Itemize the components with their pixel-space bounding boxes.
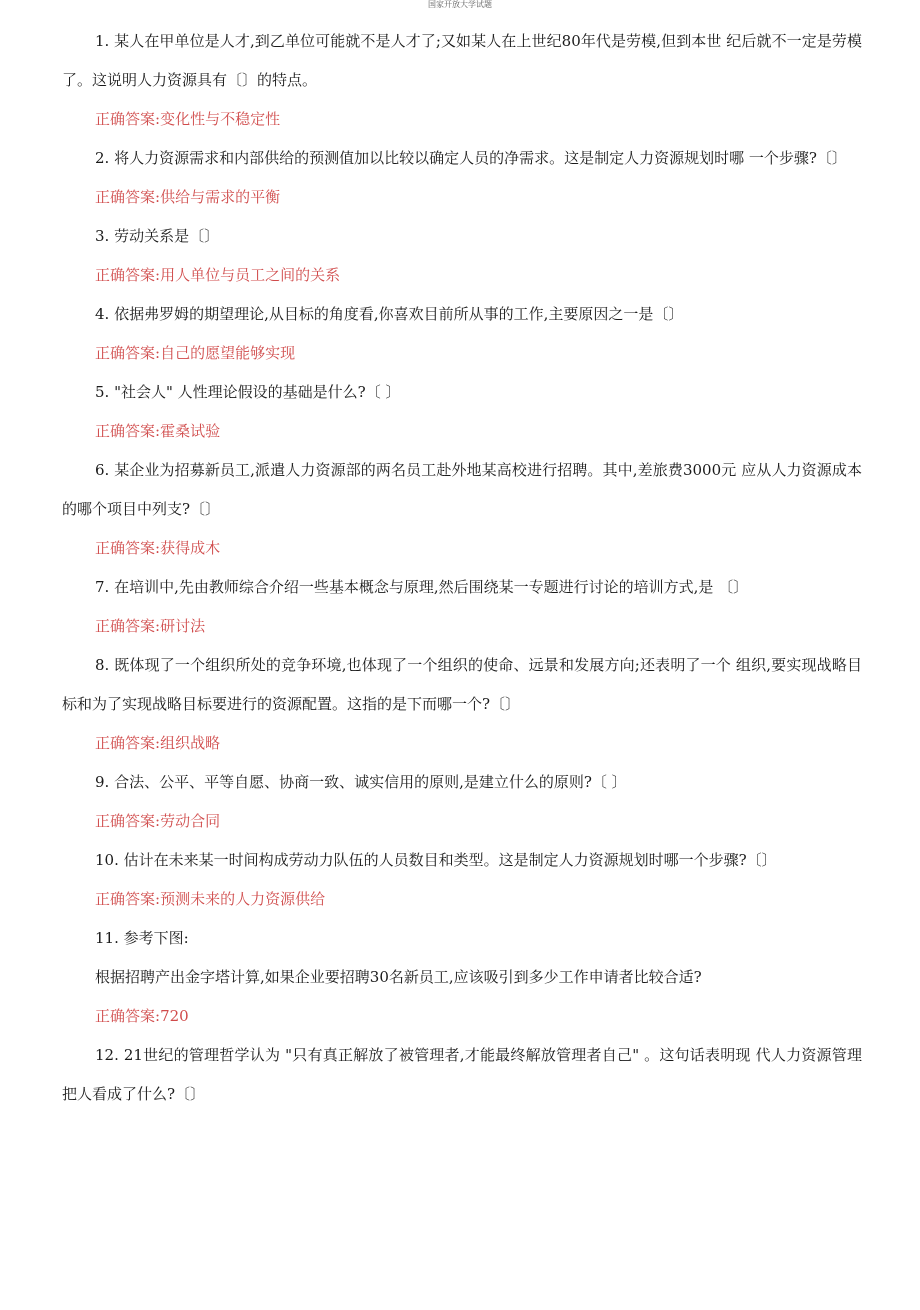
answer-4 [62,334,862,373]
answer-9 [62,802,862,841]
question-11-detail: 根据招聘产出金字塔计算,如果企业要招聘30名新员工,应该吸引到多少工作申请者比较合适? [95,968,702,986]
question-7: 7. 在培训中,先由教师综合介绍一些基本概念与原理,然后围绕某一专题进行讨论的培训方式,是 〔〕 [95,578,749,596]
answer-6 [62,529,862,568]
question-1: 1. 某人在甲单位是人才,到乙单位可能就不是人才了;又如某人在上世纪80年代是劳模,但到本世 纪后就不一定是劳模了。这说明人力资源具有〔〕的特点。 [62,32,862,89]
answer-value: 供给与需求的平衡 [160,188,281,206]
question-2: 2. 将人力资源需求和内部供给的预测值加以比较以确定人员的净需求。这是制定人力资源规划时哪 一个步骤?〔〕 [95,149,847,167]
answer-value: 预测未来的人力资源供给 [160,890,326,908]
answer-1 [62,100,862,139]
question-6: 6. 某企业为招募新员工,派遣人力资源部的两名员工赴外地某高校进行招聘。其中,差旅费3000元 应从人力资源成本的哪个项目中列支?〔〕 [62,461,862,518]
answer-value: 劳动合同 [160,812,221,830]
answer-label: 正确答案: [95,734,161,752]
answer-value: 霍桑试验 [160,422,221,440]
answer-3 [62,256,862,295]
answer-value: 用人单位与员工之间的关系 [160,266,341,284]
answer-10 [62,880,862,919]
question-5: 5. "社会人" 人性理论假设的基础是什么?〔 〕 [95,383,401,401]
question-10: 10. 估计在未来某一时间构成劳动力队伍的人员数目和类型。这是制定人力资源规划时哪一个步骤?〔〕 [95,851,777,869]
answer-label: 正确答案: [95,812,161,830]
answer-value: 自己的愿望能够实现 [160,344,296,362]
answer-label: 正确答案: [95,344,161,362]
answer-label: 正确答案: [95,1007,161,1025]
question-3: 3. 劳动关系是〔〕 [95,227,220,245]
answer-11 [62,997,862,1036]
question-4: 4. 依据弗罗姆的期望理论,从目标的角度看,你喜欢目前所从事的工作,主要原因之一是〔〕 [95,305,684,323]
answer-5 [62,412,862,451]
answer-8 [62,724,862,763]
question-list [62,22,862,1114]
answer-label: 正确答案: [95,110,161,128]
answer-value: 获得成木 [160,539,221,557]
answer-7 [62,607,862,646]
page-header: 国家开放大学试题 [428,0,492,9]
answer-label: 正确答案: [95,890,161,908]
answer-value: 720 [160,1007,189,1025]
answer-label: 正确答案: [95,188,161,206]
question-9: 9. 合法、公平、平等自愿、协商一致、诚实信用的原则,是建立什么的原则?〔 〕 [95,773,627,791]
answer-value: 研讨法 [160,617,206,635]
answer-label: 正确答案: [95,539,161,557]
answer-label: 正确答案: [95,617,161,635]
answer-2 [62,178,862,217]
answer-label: 正确答案: [95,266,161,284]
answer-label: 正确答案: [95,422,161,440]
answer-value: 组织战略 [160,734,221,752]
answer-value: 变化性与不稳定性 [160,110,281,128]
question-8: 8. 既体现了一个组织所处的竞争环境,也体现了一个组织的使命、远景和发展方向;还表明了一个 组织,要实现战略目标和为了实现战略目标要进行的资源配置。这指的是下而哪一个?〔〕 [62,656,862,713]
question-12: 12. 21世纪的管理哲学认为 "只有真正解放了被管理者,才能最终解放管理者自己" 。这句话表明现 代人力资源管理把人看成了什么?〔〕 [62,1046,862,1103]
question-11: 11. 参考下图: [95,929,189,947]
